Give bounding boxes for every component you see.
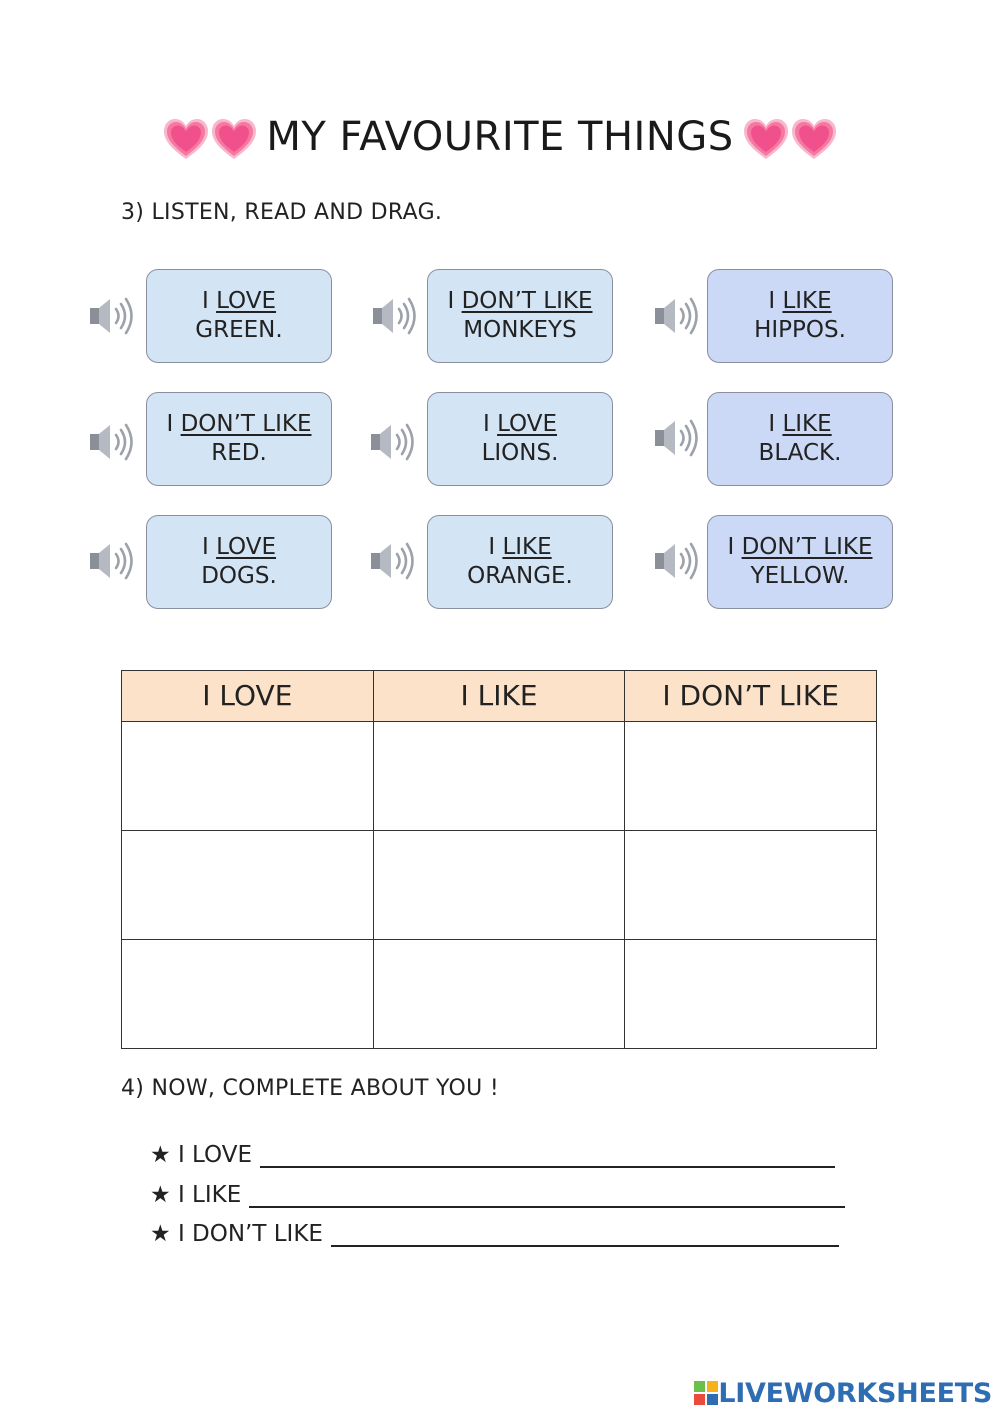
card-line-1: I LOVE [201,288,277,314]
drop-zone-dont-like[interactable] [625,830,877,939]
complete-line-love [150,1138,835,1168]
card-line-1: I LIKE [488,534,552,560]
drop-zone-love[interactable] [122,721,374,830]
answer-field-love[interactable] [260,1144,835,1168]
drop-zone-love[interactable] [122,939,374,1048]
card-line-1: I DON’T LIKE [166,411,312,437]
complete-line-dont-like [150,1217,839,1247]
speaker-icon[interactable] [653,293,701,339]
star-icon: ★ [150,1182,171,1208]
heart-icon [162,117,210,161]
drag-card-dont-like-monkeys[interactable] [427,269,613,363]
speaker-icon[interactable] [88,538,136,584]
section-3-instruction: 3) LISTEN, READ AND DRAG. [121,200,443,225]
line-label: I DON’T LIKE [177,1221,323,1247]
speaker-icon[interactable] [369,419,417,465]
star-icon: ★ [150,1221,171,1247]
drag-card-love-green[interactable] [146,269,332,363]
drag-card-like-orange[interactable] [427,515,613,609]
heart-group-right [742,114,838,161]
card-verb: LOVE [216,288,277,314]
drop-zone-like[interactable] [373,939,625,1048]
title-text: MY FAVOURITE THINGS [266,114,734,160]
card-verb: LIKE [782,288,832,314]
card-object: YELLOW. [750,563,850,589]
star-icon: ★ [150,1142,171,1168]
drag-card-like-black[interactable] [707,392,893,486]
card-object: MONKEYS [463,317,577,343]
speaker-icon[interactable] [653,415,701,461]
drag-card-dont-like-red[interactable] [146,392,332,486]
card-verb: DON’T LIKE [180,411,312,437]
card-object: ORANGE. [467,563,573,589]
drop-zone-dont-like[interactable] [625,939,877,1048]
header-i-love: I LOVE [122,671,374,722]
answer-field-like[interactable] [249,1184,845,1208]
card-verb: LOVE [216,534,277,560]
table-header-row [122,671,877,722]
heart-icon [210,117,258,161]
speaker-icon[interactable] [88,419,136,465]
drop-zone-dont-like[interactable] [625,721,877,830]
card-verb: LIKE [782,411,832,437]
section-4-instruction: 4) NOW, COMPLETE ABOUT YOU ! [121,1076,499,1101]
sorting-table [121,670,877,1049]
drag-card-love-dogs[interactable] [146,515,332,609]
line-label: I LIKE [177,1182,242,1208]
complete-line-like [150,1178,845,1208]
table-row [122,721,877,830]
header-i-like: I LIKE [373,671,625,722]
heart-icon [790,117,838,161]
card-object: BLACK. [758,440,842,466]
table-row [122,939,877,1048]
table-row [122,830,877,939]
card-object: GREEN. [195,317,283,343]
card-verb: LOVE [497,411,558,437]
heart-icon [742,117,790,161]
liveworksheets-logo-icon [694,1381,718,1405]
card-object: HIPPOS. [754,317,846,343]
drag-card-love-lions[interactable] [427,392,613,486]
card-object: DOGS. [201,563,277,589]
brand-text: LIVEWORKSHEETS [718,1377,992,1409]
header-i-dont-like: I DON’T LIKE [625,671,877,722]
card-line-1: I DON’T LIKE [727,534,873,560]
card-line-1: I LIKE [768,411,832,437]
card-object: RED. [211,440,267,466]
answer-field-dont-like[interactable] [331,1223,839,1247]
drop-zone-like[interactable] [373,830,625,939]
page-title [0,112,1000,161]
speaker-icon[interactable] [369,538,417,584]
line-label: I LOVE [177,1142,252,1168]
card-line-1: I DON’T LIKE [447,288,593,314]
drag-card-like-hippos[interactable] [707,269,893,363]
card-line-1: I LOVE [201,534,277,560]
card-verb: LIKE [502,534,552,560]
card-line-1: I LOVE [482,411,558,437]
card-object: LIONS. [481,440,559,466]
speaker-icon[interactable] [88,293,136,339]
drag-card-dont-like-yellow[interactable] [707,515,893,609]
card-verb: DON’T LIKE [461,288,593,314]
drop-zone-like[interactable] [373,721,625,830]
drop-zone-love[interactable] [122,830,374,939]
speaker-icon[interactable] [653,538,701,584]
liveworksheets-brand [694,1378,992,1408]
card-line-1: I LIKE [768,288,832,314]
heart-group-left [162,114,258,161]
speaker-icon[interactable] [371,293,419,339]
card-verb: DON’T LIKE [741,534,873,560]
